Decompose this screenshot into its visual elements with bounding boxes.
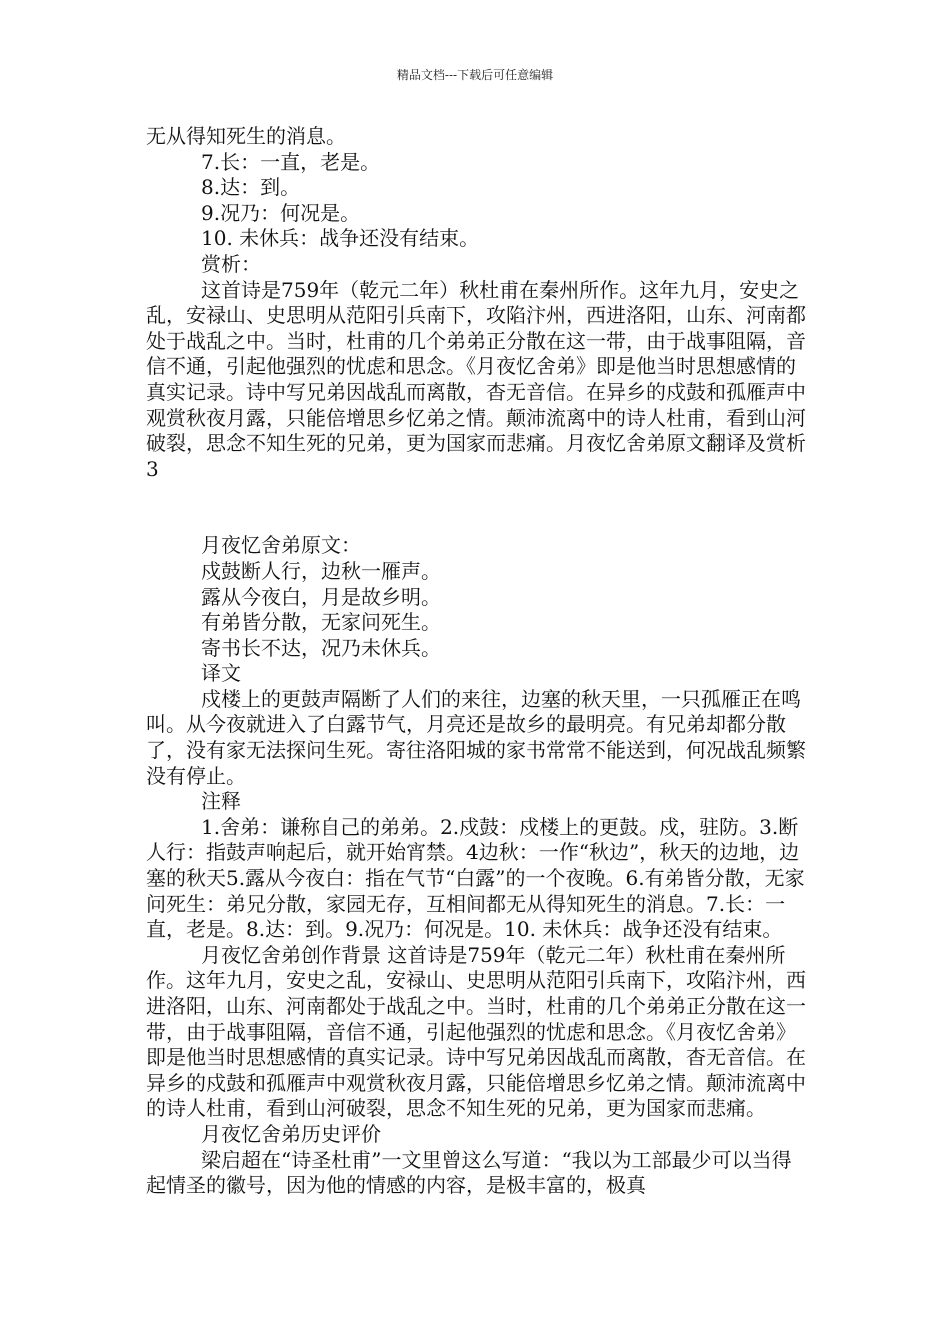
paragraph: 这首诗是759年（乾元二年）秋杜甫在秦州所作。这年九月，安史之乱，安禄山、史思明从范阳引兵南下，攻陷汴州，西进洛阳，山东、河南都处于战乱之中。当时，杜甫的几个弟弟正分散在这一带，由于战事阻隔，音信不通，引起他强烈的忧虑和思念。《月夜忆舍弟》即是他当时思想感情的真实记录。诗中写兄弟因战乱而离散，杳无音信。在异乡的戍鼓和孤雁声中观赏秋夜月露，只能倍增思乡忆弟之情。颠沛流离中的诗人杜甫，看到山河破裂，思念不知生死的兄弟，更为国家而悲痛。月夜忆舍弟原文翻译及赏析3 xyxy=(146,277,806,481)
paragraph: 10. 未休兵：战争还没有结束。 xyxy=(201,226,480,251)
paragraph: 梁启超在“诗圣杜甫”一文里曾这么写道：“我以为工部最少可以当得起情圣的徽号，因为他的情感的内容，是极丰富的，极真 xyxy=(146,1147,792,1198)
page-header: 精品文档---下载后可任意编辑 xyxy=(396,68,554,82)
document-body xyxy=(146,124,806,1199)
paragraph: 寄书长不达，况乃未休兵。 xyxy=(201,635,441,660)
paragraph: 戍鼓断人行，边秋一雁声。 xyxy=(201,558,441,583)
paragraph: 戍楼上的更鼓声隔断了人们的来往，边塞的秋天里，一只孤雁正在鸣叫。从今夜就进入了白露节气，月亮还是故乡的最明亮。有兄弟却都分散了，没有家无法探问生死。寄往洛阳城的家书常常不能送到，何况战乱频繁没有停止。 xyxy=(146,686,806,788)
paragraph: 露从今夜白，月是故乡明。 xyxy=(201,584,441,609)
paragraph: 1.舍弟：谦称自己的弟弟。2.戍鼓：戍楼上的更鼓。戍，驻防。3.断人行：指鼓声响起后，就开始宵禁。4边秋：一作“秋边”，秋天的边地，边塞的秋天5.露从今夜白：指在气节“白露”的一个夜晚。6.有弟皆分散，无家问死生：弟兄分散，家园无存，互相间都无从得知死生的消息。7.长：一直，老是。8.达：到。9.况乃：何况是。10. 未休兵：战争还没有结束。 xyxy=(146,814,805,942)
paragraph: 9.况乃：何况是。 xyxy=(201,200,361,225)
paragraph: 无从得知死生的消息。 xyxy=(146,124,346,148)
paragraph: 月夜忆舍弟历史评价 xyxy=(201,1121,381,1146)
paragraph: 译文 xyxy=(201,661,241,686)
paragraph-gap xyxy=(146,482,806,533)
paragraph: 7.长：一直，老是。 xyxy=(201,149,381,174)
paragraph: 注释 xyxy=(201,789,241,814)
paragraph: 月夜忆舍弟创作背景 这首诗是759年（乾元二年）秋杜甫在秦州所作。这年九月，安史之乱，安禄山、史思明从范阳引兵南下，攻陷汴州，西进洛阳，山东、河南都处于战乱之中。当时，杜甫的几个弟弟正分散在这一带，由于战事阻隔，音信不通，引起他强烈的忧虑和思念。《月夜忆舍弟》即是他当时思想感情的真实记录。诗中写兄弟因战乱而离散，杳无音信。在异乡的戍鼓和孤雁声中观赏秋夜月露，只能倍增思乡忆弟之情。颠沛流离中的诗人杜甫，看到山河破裂，思念不知生死的兄弟，更为国家而悲痛。 xyxy=(146,942,806,1121)
paragraph: 赏析： xyxy=(201,251,261,276)
paragraph: 有弟皆分散，无家问死生。 xyxy=(201,610,441,635)
paragraph: 月夜忆舍弟原文： xyxy=(201,533,361,558)
paragraph: 8.达：到。 xyxy=(201,175,301,200)
